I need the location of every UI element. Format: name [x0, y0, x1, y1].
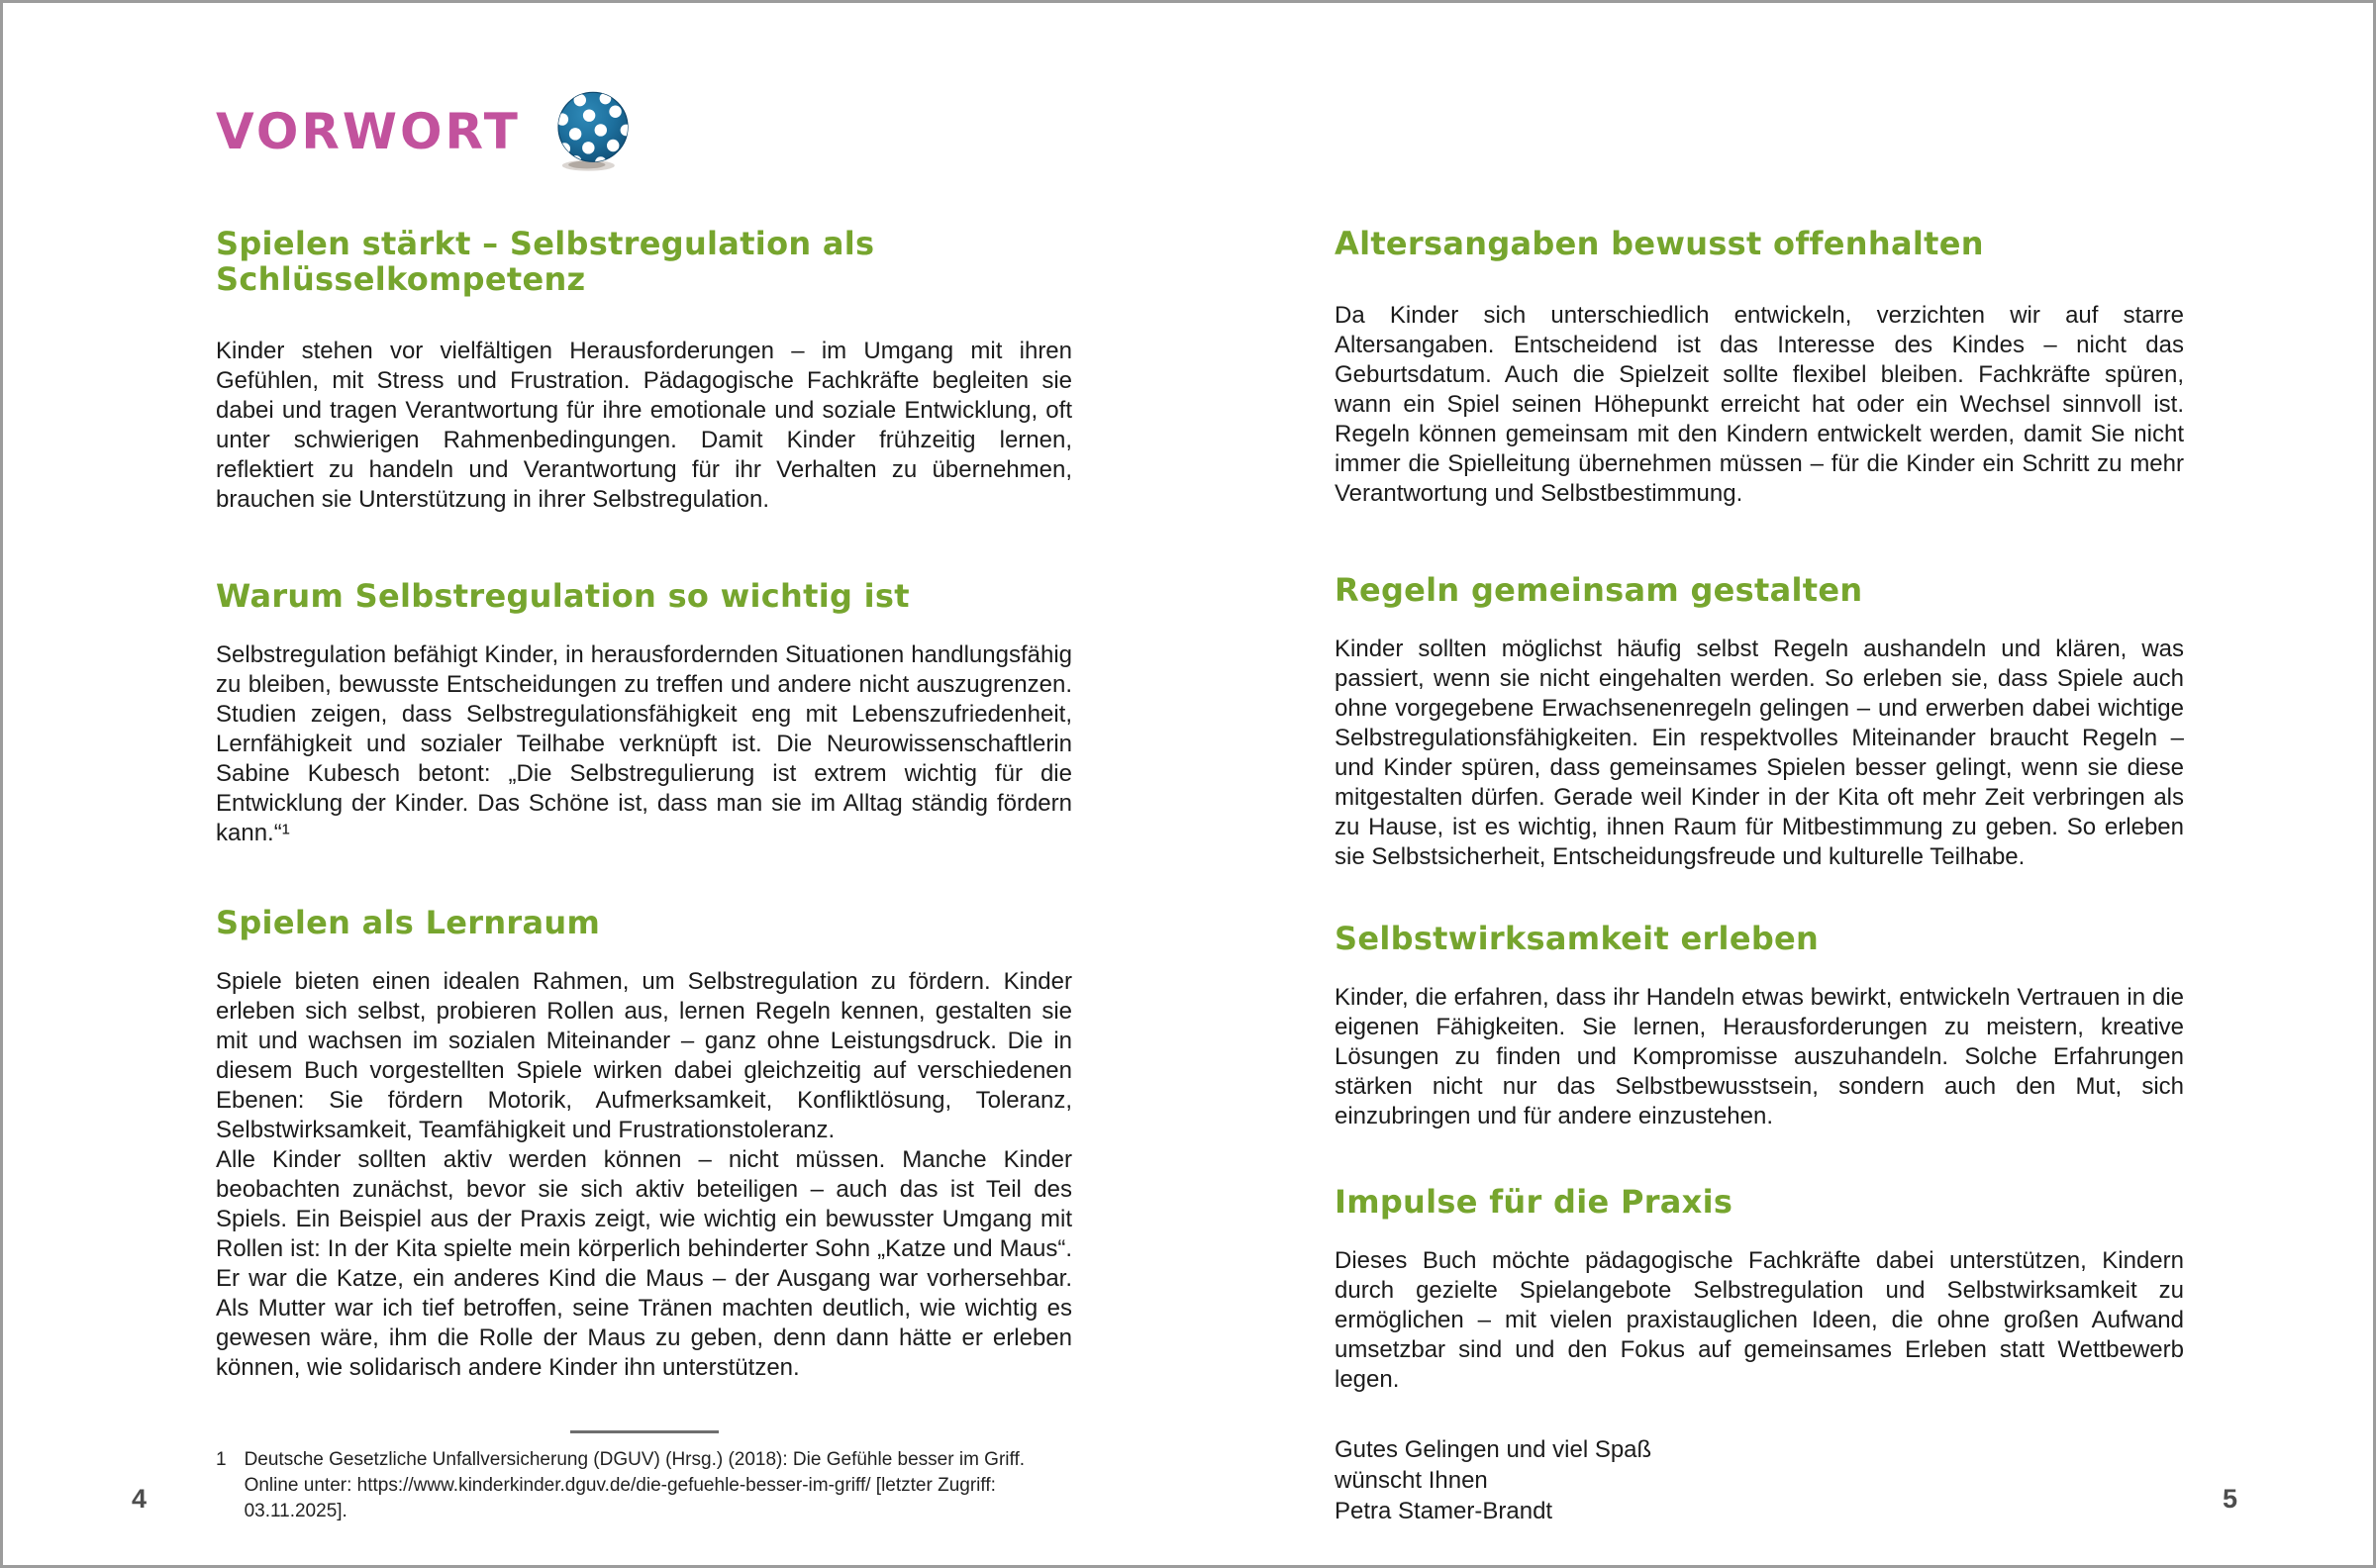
polka-dot-ball-icon	[554, 90, 632, 173]
paragraph: Kinder, die erfahren, dass ihr Handeln etwas bewirkt, entwickeln Vertrauen in die eigenen Fähigkeiten. Sie lernen, Herausforderungen zu meistern, kreative Lösungen zu finden und Kompromisse auszuhandeln. Solche Erfahrungen stärken nicht nur das Selbstbewusstsein, sondern auch den Mut, sich einzubringen und für andere einzustehen.	[1335, 984, 2184, 1129]
paragraph: Kinder stehen vor vielfältigen Herausforderungen – im Umgang mit ihren Gefühlen, mit Stress und Frustration. Pädagogische Fachkräfte begleiten sie dabei und tragen Verantwortung für ihre emotionale und soziale Entwicklung, oft unter schwierigen Rahmenbedingungen. Damit Kinder frühzeitig lernen, reflektiert zu handeln und Verantwortung für ihr Verhalten zu übernehmen, brauchen sie Unterstützung in ihrer Selbstregulation.	[216, 338, 1072, 513]
page-number-left: 4	[132, 1484, 148, 1514]
left-page-column	[216, 226, 1072, 1524]
section-heading-spielen-als-lernraum: Spielen als Lernraum	[216, 904, 601, 941]
page-title: VORWORT	[216, 103, 521, 160]
section-heading-selbstwirksamkeit: Selbstwirksamkeit erleben	[1335, 920, 1820, 957]
paragraph: Selbstregulation befähigt Kinder, in herausfordernden Situationen handlungsfähig zu bleiben, bewusste Entscheidungen zu treffen und andere nicht auszugrenzen. Studien zeigen, dass Selbstregulationsfähigkeit eng mit Lebenszufriedenheit, Lernfähigkeit und sozialer Teilhabe verknüpft ist. Die Neurowissenschaftlerin Sabine Kubesch betont: „Die Selbstregulierung ist extrem wichtig für die Entwicklung der Kinder. Das Schöne ist, dass man sie im Alltag ständig fördern kann.“¹	[216, 641, 1072, 846]
closing-line: wünscht Ihnen	[1335, 1467, 1488, 1494]
section-heading-altersangaben: Altersangaben bewusst offenhalten	[1335, 225, 1984, 262]
closing-line: Petra Stamer-Brandt	[1335, 1498, 1553, 1524]
section-heading-spielen-staerkt: Spielen stärkt – Selbstregulation als Schlüsselkompetenz	[216, 225, 875, 298]
vorwort-header	[216, 90, 632, 173]
section-heading-warum-selbstregulation: Warum Selbstregulation so wichtig ist	[216, 577, 910, 615]
paragraph: Da Kinder sich unterschiedlich entwickeln, verzichten wir auf starre Altersangaben. Entscheidend ist das Interesse des Kindes – nicht das Geburtsdatum. Auch die Spielzeit sollte flexibel bleiben. Fachkräfte spüren, wann ein Spiel seinen Höhepunkt erreicht hat oder ein Wechsel sinnvoll ist. Regeln können gemeinsam mit den Kindern entwickelt werden, damit Sie nicht immer die Spielleitung übernehmen müssen – für die Kinder ein Schritt zu mehr Verantwortung und Selbstbestimmung.	[1335, 302, 2184, 507]
section-heading-regeln-gestalten: Regeln gemeinsam gestalten	[1335, 571, 1863, 609]
right-page-column	[1335, 226, 2184, 1526]
footnote-marker: 1	[216, 1449, 227, 1470]
page-number-right: 5	[2223, 1484, 2238, 1514]
footnote	[216, 1447, 1072, 1524]
section-heading-impulse-praxis: Impulse für die Praxis	[1335, 1183, 1733, 1221]
paragraph: Alle Kinder sollten aktiv werden können – nicht müssen. Manche Kinder beobachten zunächst, bevor sie sich aktiv beteiligen – auch das ist Teil des Spiels. Ein Beispiel aus der Praxis zeigt, wie wichtig ein bewusster Umgang mit Rollen ist: In der Kita spielte mein körperlich behinderter Sohn „Katze und Maus“. Er war die Katze, ein anderes Kind die Maus – der Ausgang war vorhersehbar. Als Mutter war ich tief betroffen, seine Tränen machten deutlich, wie wichtig es gewesen wäre, ihm die Rolle der Maus zu geben, denn dann hätte er erleben können, wie solidarisch andere Kinder ihn unterstützen.	[216, 1146, 1072, 1381]
footnote-text: Deutsche Gesetzliche Unfallversicherung (DGUV) (Hrsg.) (2018): Die Gefühle besser im Griff. Online unter: https://www.kinderkinder.dguv.de/die-gefuehle-besser-im-griff/ [letzter Zugriff: 03.11.2025].	[244, 1449, 1026, 1521]
paragraph: Spiele bieten einen idealen Rahmen, um Selbstregulation zu fördern. Kinder erleben sich selbst, probieren Rollen aus, lernen Regeln kennen, gestalten sie mit und wachsen im sozialen Miteinander – ganz ohne Leistungsdruck. Die in diesem Buch vorgestellten Spiele wirken dabei gleichzeitig auf verschiedenen Ebenen: Sie fördern Motorik, Aufmerksamkeit, Konfliktlösung, Toleranz, Selbstwirksamkeit, Teamfähigkeit und Frustrationstoleranz.	[216, 968, 1072, 1143]
footnote-divider	[570, 1430, 719, 1433]
paragraph: Kinder sollten möglichst häufig selbst Regeln aushandeln und klären, was passiert, wenn sie nicht eingehalten werden. So erleben sie, dass Spiele auch ohne vorgegebene Erwachsenenregeln gelingen – und erwerben dabei wichtige Selbstregulationsfähigkeiten. Ein respektvolles Miteinander braucht Regeln – und Kinder spüren, dass gemeinsames Spielen besser gelingt, wenn sie diese mitgestalten dürfen. Gerade weil Kinder in der Kita oft mehr Zeit verbringen als zu Hause, ist es wichtig, ihnen Raum für Mitbestimmung zu geben. So erleben sie Selbstsicherheit, Entscheidungsfreude und kulturelle Teilhabe.	[1335, 636, 2184, 870]
closing-line: Gutes Gelingen und viel Spaß	[1335, 1436, 1652, 1463]
paragraph: Dieses Buch möchte pädagogische Fachkräfte dabei unterstützen, Kindern durch gezielte Spielangebote Selbstregulation und Selbstwirksamkeit zu ermöglichen – mit vielen praxistauglichen Ideen, die ohne großen Aufwand umsetzbar sind und den Fokus auf gemeinsames Erleben statt Wettbewerb legen.	[1335, 1247, 2184, 1393]
closing-block	[1335, 1434, 2184, 1526]
